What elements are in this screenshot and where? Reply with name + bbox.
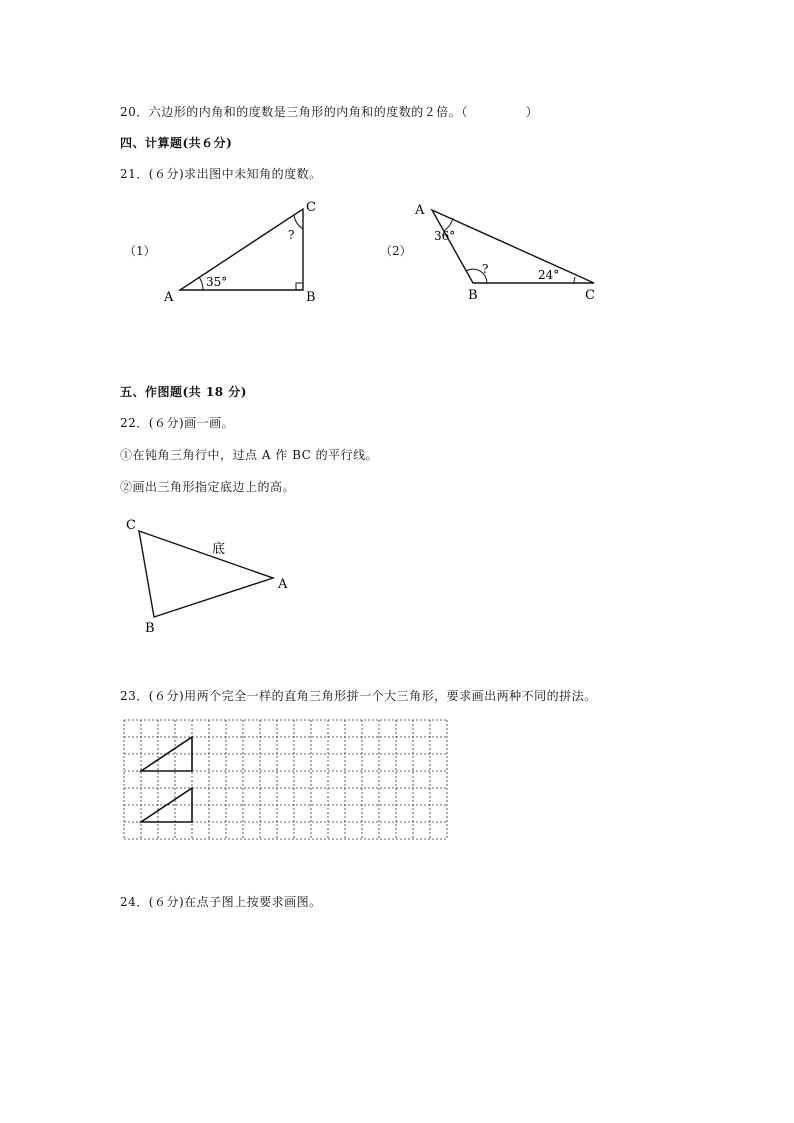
fig2-vertex-b: B bbox=[468, 288, 478, 303]
question-22-item-1: ①在钝角三角行中，过点 A 作 BC 的平行线。 bbox=[120, 448, 379, 462]
question-24-text: 24．(６分)在点子图上按要求画图。 bbox=[120, 895, 322, 909]
question-21-text: 21．(６分)求出图中未知角的度数。 bbox=[120, 167, 322, 181]
figure-2-label: （2） bbox=[380, 244, 412, 258]
question-22-text: 22．(６分)画一画。 bbox=[120, 416, 235, 430]
question-20 bbox=[120, 104, 538, 120]
section-5-title: 五、作图题(共 18 分) bbox=[120, 385, 247, 399]
question-23-grid[interactable] bbox=[122, 718, 450, 850]
q22-vertex-c: C bbox=[126, 518, 136, 533]
dotted-grid bbox=[122, 718, 450, 846]
q22-vertex-b: B bbox=[145, 621, 155, 636]
figure-1-triangle bbox=[160, 195, 330, 307]
q22-base-label: 底 bbox=[212, 542, 226, 557]
fig2-vertex-c: C bbox=[585, 288, 595, 303]
question-20-close: ） bbox=[525, 105, 539, 119]
fig2-angle-c: 24° bbox=[538, 268, 560, 282]
fig1-unknown-angle: ? bbox=[288, 228, 295, 242]
fig2-unknown-angle: ? bbox=[482, 262, 489, 276]
q22-vertex-a: A bbox=[278, 577, 288, 592]
question-20-text: 20．六边形的内角和的度数是三角形的内角和的度数的２倍。（ bbox=[120, 105, 468, 119]
question-22-triangle bbox=[120, 512, 300, 637]
question-22-item-2: ②画出三角形指定底边上的高。 bbox=[120, 480, 296, 494]
fig1-vertex-a: A bbox=[164, 290, 174, 305]
fig1-angle-a: 35° bbox=[206, 275, 228, 289]
question-23-text: 23．(６分)用两个完全一样的直角三角形拼一个大三角形，要求画出两种不同的拼法。 bbox=[120, 689, 597, 703]
fig1-vertex-c: C bbox=[306, 200, 316, 215]
fig2-vertex-a: A bbox=[415, 203, 425, 218]
figure-1-label: （1） bbox=[124, 244, 156, 258]
figure-2-triangle bbox=[410, 198, 610, 306]
fig1-vertex-b: B bbox=[306, 290, 316, 305]
fig2-angle-a: 36° bbox=[434, 229, 456, 243]
section-4-title: 四、计算题(共６分) bbox=[120, 136, 233, 150]
